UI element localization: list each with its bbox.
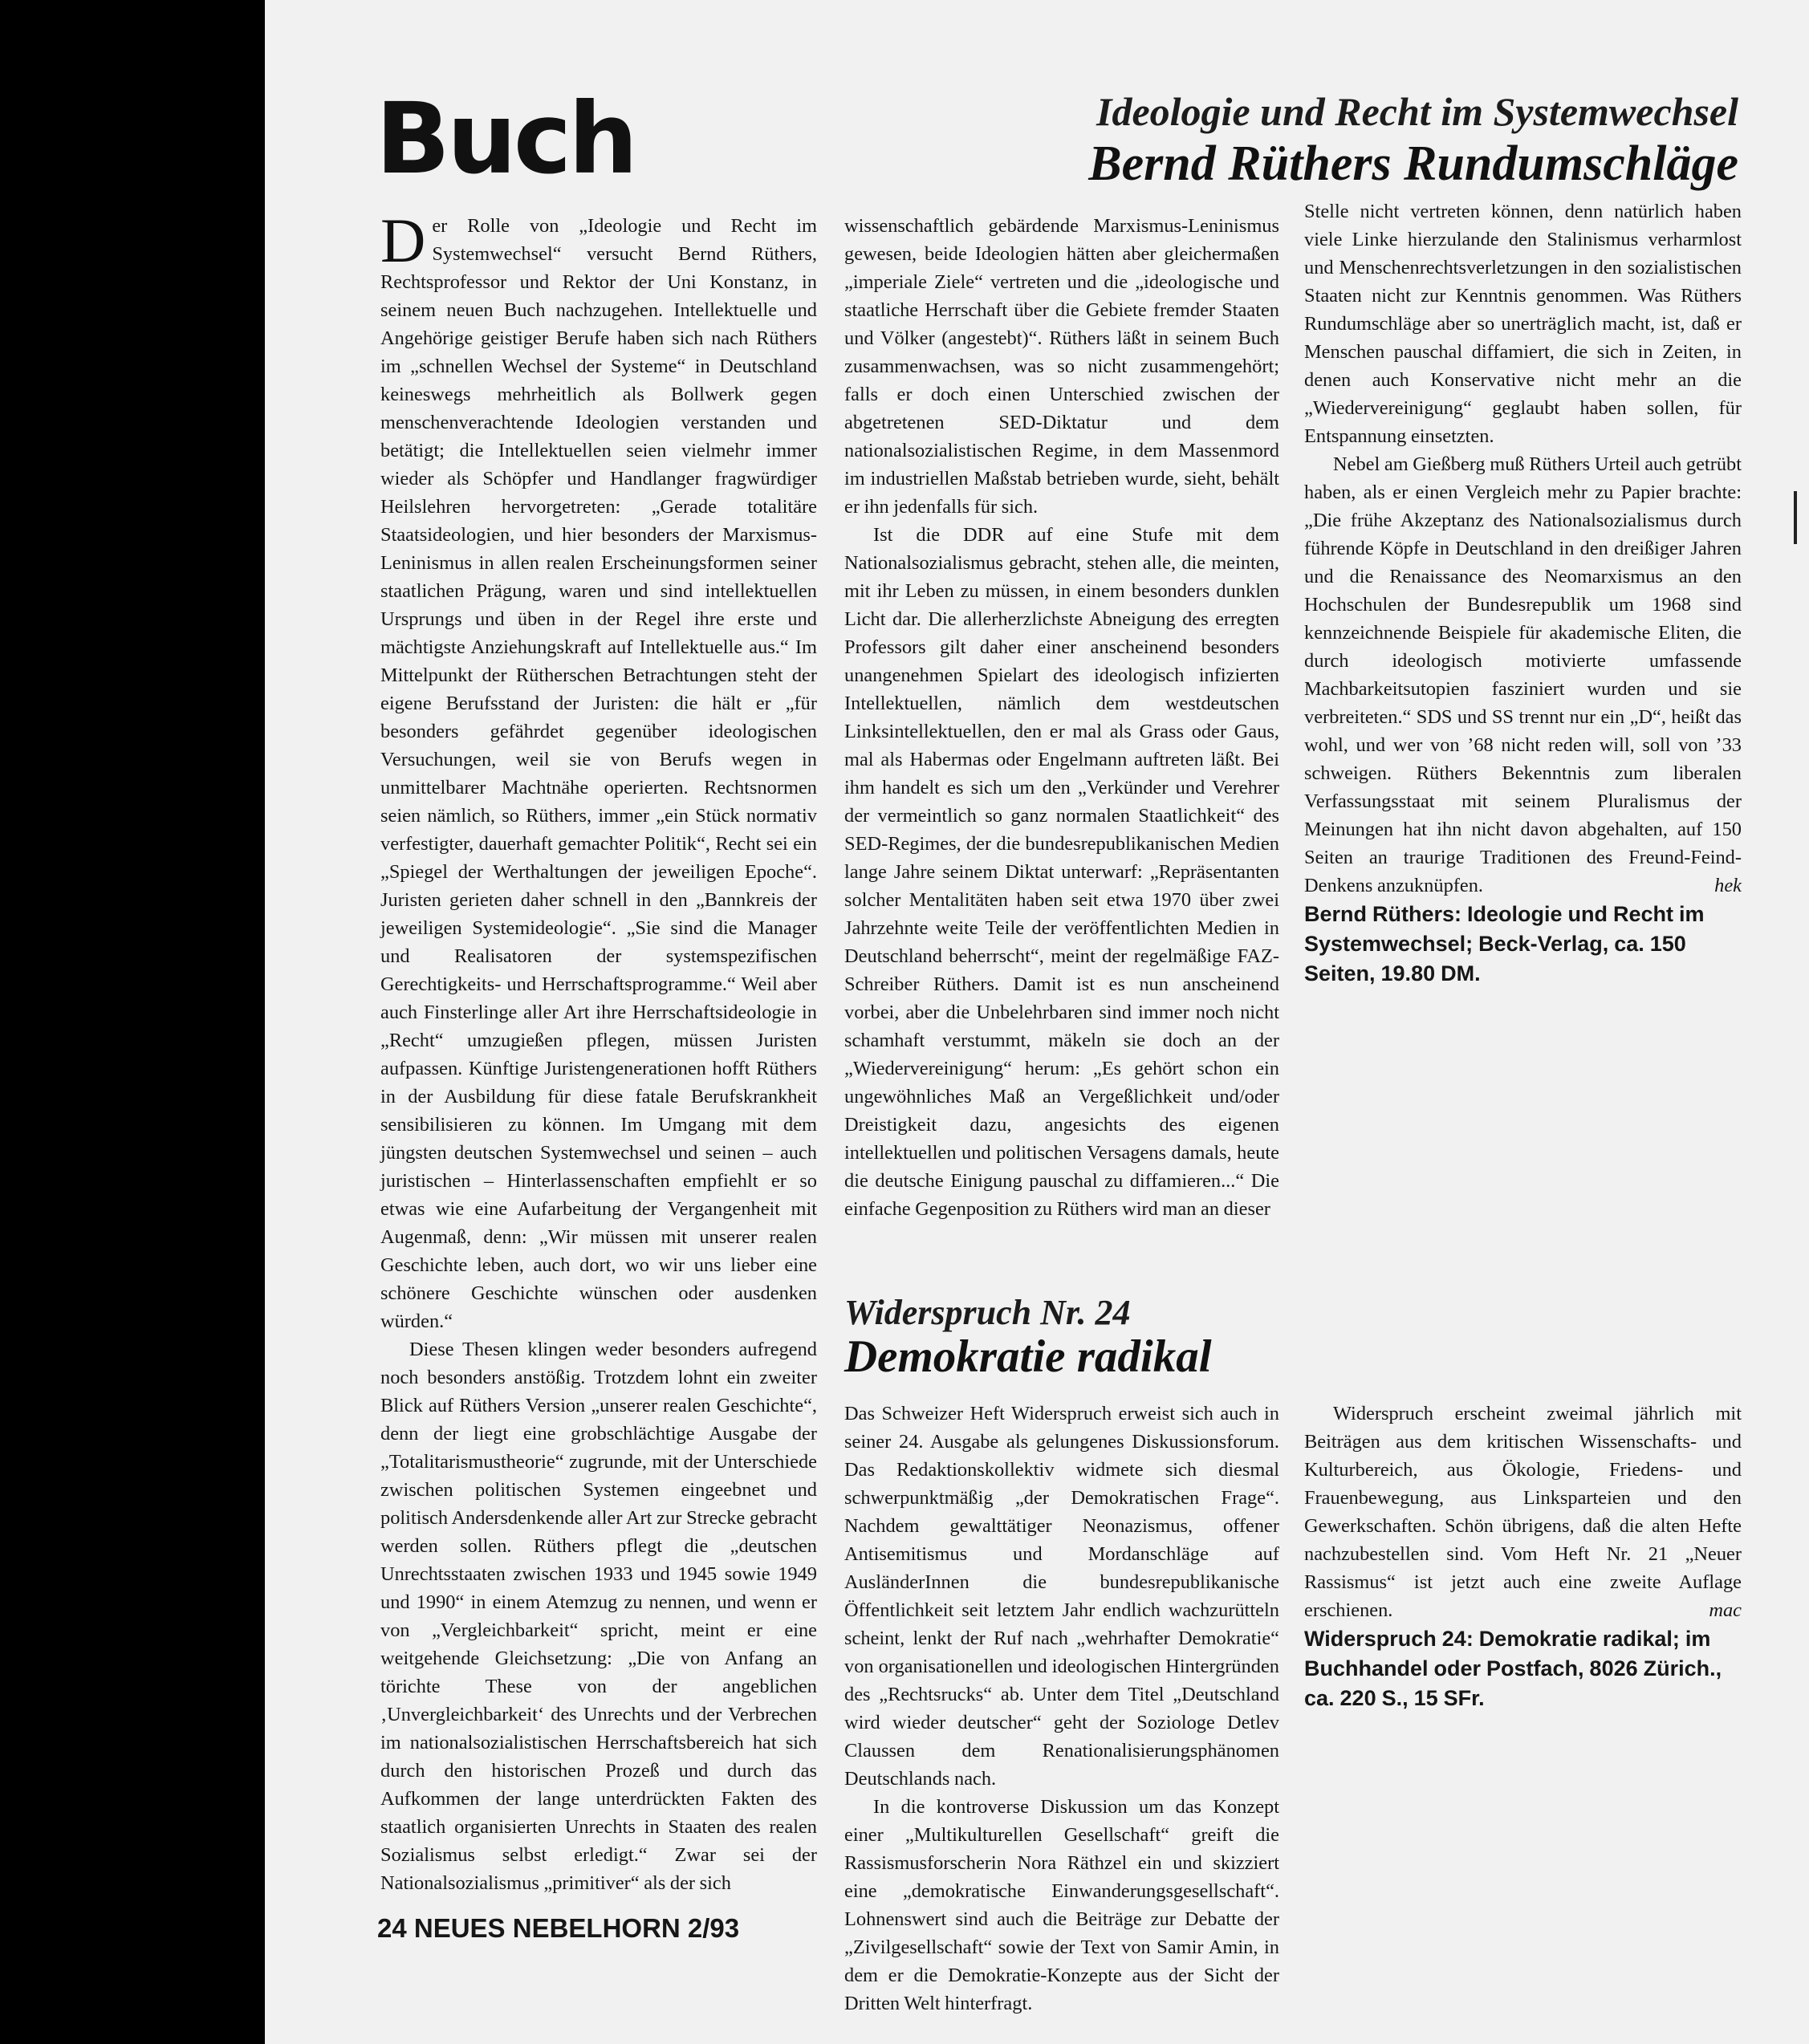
- article1-paragraph-2-continued: wissenschaftlich gebärdende Marxismus-Leninismus gewesen, beide Ideologien hätten aber gleichermaßen „imperiale Ziele“ vertreten und die „ideologische und staatliche Herrschaft über die Gebiete fremder Staaten und Völker (angestebt)“. Rüthers läßt in seinem Buch zusammenwachsen, was so nicht zusammengehört; falls er doch einen Unterschied zwischen der abgetretenen SED-Diktatur und dem nationalsozialistischen Regime, in dem Massenmord im industriellen Maßstab betrieben wurde, sieht, behält er ihn jedenfalls für sich.: [844, 215, 1279, 518]
- article1-dropcap: D: [380, 205, 426, 275]
- article1-headline: Bernd Rüthers Rundumschläge: [1088, 136, 1738, 191]
- scan-border: [0, 0, 265, 2044]
- section-label: Buch: [376, 82, 636, 196]
- article1-paragraph-1: Der Rolle von „Ideologie und Recht im Systemwechsel“ versucht Bernd Rüthers, Rechtsprofessor und Rektor der Uni Konstanz, in seinem neuen Buch nachzugehen. Intellektuelle und Angehörige geistiger Berufe haben sich nach Rüthers im „schnellen Wechsel der Systeme“ in Deutschland keineswegs mehrheitlich als Bollwerk gegen menschenverachtende Ideologien verstanden und betätigt; die Intellektuellen seien vielmehr immer wieder als Schöpfer und Handlanger fragwürdiger Heilslehren hervorgetreten: „Gerade totalitäre Staatsideologien, und hier besonders der Marxismus-Leninismus in allen realen Erscheinungsformen seiner staatlichen Prägung, waren und sind intellektuellen Ursprungs und üben in der Regel ihre erste und mächtigste Anziehungskraft auf Intellektuelle aus.“ Im Mittelpunkt der Rütherschen Betrachtungen steht der eigene Berufsstand der Juristen: die hält er „für besonders gefährdet gegenüber ideologischen Versuchungen, weil sie von Berufs wegen in unmittelbarer Machtnähe operierten. Rechtsnormen seien nämlich, so Rüthers, immer „ein Stück normativ verfestigter, dauerhaft gemachter Politik“, Recht sei ein „Spiegel der Werthaltungen der jeweiligen Epoche“. Juristen gerieten daher schnell in den „Bannkreis der jeweiligen Systemideologie“. „Sie sind die Manager und Realisatoren der systemspezifischen Gerechtigkeits- und Herrschaftsprogramme.“ Weil aber auch Finsterlinge aller Art ihre Herrschaftsideologie in „Recht“ umzugießen pflegen, müssen Juristen aufpassen. Künftige Juristengenerationen hofft Rüthers in der Ausbildung für diese fatale Berufskrankheit sensibilisieren zu können. Im Umgang mit dem jüngsten deutschen Systemwechsel und seinen – auch juristischen – Hinterlassenschaften empfiehlt er so etwas wie eine Aufarbeitung der Vergangenheit mit Augenmaß, denn: „Wir müssen mit unserer realen Geschichte leben, auch dort, wo wir uns lieber eine schönere Geschichte wünschen oder ausdenken würden.“: [380, 205, 817, 1332]
- article2-paragraph-2: In die kontroverse Diskussion um das Konzept einer „Multikulturellen Gesellschaft“ greift die Rassismusforscherin Nora Räthzel ein und skizziert eine „demokratische Einwanderungsgesellschaft“. Lohnenswert sind auch die Beiträge zur Debatte der „Zivilgesellschaft“ sowie der Text von Samir Amin, in dem er die Demokratie-Konzepte aus der Sicht der Dritten Welt hinterfragt.: [844, 1796, 1279, 2014]
- article1-paragraph-3-continued: Stelle nicht vertreten können, denn natürlich haben viele Linke hierzulande den Stalinismus verharmlost und Menschenrechtsverletzungen in den sozialistischen Staaten nicht zur Kenntnis genommen. Was Rüthers Rundumschläge aber so unerträglich macht, ist, daß er Menschen pauschal diffamiert, die sich in Zeiten, in denen auch Konservative nicht mehr an die „Wiedervereinigung“ geglaubt haben sollen, für Entspannung einsetzten.: [1304, 201, 1742, 447]
- scan-margin-mark: [1794, 491, 1797, 544]
- page-footer: 24 NEUES NEBELHORN 2/93: [377, 1913, 740, 1943]
- article1-column-3: [1304, 197, 1742, 989]
- article2-signature: mac: [1709, 1599, 1742, 1621]
- article1-kicker: Ideologie und Recht im Systemwechsel: [1096, 89, 1738, 134]
- article1-book-info: Bernd Rüthers: Ideologie und Recht im Systemwechsel; Beck-Verlag, ca. 150 Seiten, 19.80 DM.: [1304, 902, 1705, 985]
- article2-headline: Demokratie radikal: [844, 1331, 1212, 1382]
- article2-paragraph-3: Widerspruch erscheint zweimal jährlich mit Beiträgen aus dem kritischen Wissenschafts- und Kulturbereich, aus Ökologie, Friedens- und Frauenbewegung, aus Linksparteien und den Gewerkschaften. Schön übrigens, daß die alten Hefte nachzubestellen sind. Vom Heft Nr. 21 „Neuer Rassismus“ ist jetzt auch eine zweite Auflage erschienen. mac: [1304, 1400, 1742, 1624]
- article2-column-1: [844, 1400, 1279, 2018]
- article1-column-1: [380, 205, 817, 1897]
- article2-kicker: Widerspruch Nr. 24: [844, 1293, 1131, 1332]
- article1-paragraph-4: Nebel am Gießberg muß Rüthers Urteil auch getrübt haben, als er einen Vergleich mehr zu Papier brachte: „Die frühe Akzeptanz des Nationalsozialismus durch führende Köpfe in Deutschland in den dreißiger Jahren und die Renaissance des Neomarxismus an den Hochschulen der Bundesrepublik um 1968 sind kennzeichnende Beispiele für akademische Eliten, die durch ideologisch motivierte umfassende Machbarkeitsutopien fasziniert wurden und sie verbreiteten.“ SDS und SS trennt nur ein „D“, heißt das wohl, und wer von ’68 nicht reden will, soll von ’33 schweigen. Rüthers Bekenntnis zum liberalen Verfassungsstaat mit seinem Pluralismus der Meinungen hat ihn nicht davon abgehalten, auf 150 Seiten an traurige Traditionen des Freund-Feind-Denkens anzuknüpfen. hek: [1304, 450, 1742, 900]
- article2-book-info: Widerspruch 24: Demokratie radikal; im Buchhandel oder Postfach, 8026 Zürich., ca. 220 S., 15 SFr.: [1304, 1627, 1722, 1710]
- article1-column-2: [844, 212, 1279, 1223]
- article2-column-2: [1304, 1400, 1742, 1713]
- article2-paragraph-1: Das Schweizer Heft Widerspruch erweist sich auch in seiner 24. Ausgabe als gelungenes Diskussionsforum. Das Redaktionskollektiv widmete sich diesmal schwerpunktmäßig „der Demokratischen Frage“. Nachdem gewalttätiger Neonazismus, offener Antisemitismus und Mordanschläge auf AusländerInnen die bundesrepublikanische Öffentlichkeit seit letztem Jahr endlich wachzurütteln scheint, lenkt der Ruf nach „wehrhafter Demokratie“ von organisationellen und ideologischen Hintergründen des „Rechtsrucks“ ab. Unter dem Titel „Deutschland wird wieder deutscher“ geht der Soziologe Detlev Claussen dem Renationalisierungsphänomen Deutschlands nach.: [844, 1403, 1279, 1790]
- article1-paragraph-2: Diese Thesen klingen weder besonders aufregend noch besonders anstößig. Trotzdem lohnt ein zweiter Blick auf Rüthers Version „unserer realen Geschichte“, denn der liegt eine grobschlächtige Ausgabe der „Totalitarismustheorie“ zugrunde, mit der Unterschiede zwischen politischen Systemen eingeebnet und politisch Andersdenkende aller Art zur Strecke gebracht werden sollen. Rüthers pflegt die „deutschen Unrechtsstaaten zwischen 1933 und 1945 sowie 1949 und 1990“ in einem Atemzug zu nennen, und wenn er von „Vergleichbarkeit“ spricht, meint er eine weitgehende Gleichsetzung: „Die von Anfang an törichte These von der angeblichen ‚Unvergleichbarkeit‘ des Unrechts und der Verbrechen im nationalsozialistischen Herrschaftsbereich hat sich durch den historischen Prozeß und durch das Aufkommen der lange unterdrückten Fakten des staatlich organisierten Unrechts in Staaten des realen Sozialismus selbst erledigt.“ Zwar sei der Nationalsozialismus „primitiver“ als der sich: [380, 1339, 817, 1894]
- article1-paragraph-3: Ist die DDR auf eine Stufe mit dem Nationalsozialismus gebracht, stehen alle, die meinten, mit ihr Leben zu müssen, in einem besonders dunklen Licht dar. Die allerherzlichste Abneigung des erregten Professors gilt daher einer anscheinend besonders unangenehmen Spielart des ideologisch infizierten Intellektuellen, nämlich dem westdeutschen Linksintellektuellen, den er mal als Grass oder Gaus, mal als Habermas oder Engelmann auftreten läßt. Bei ihm handelt es sich um den „Verkünder und Verehrer der vermeintlich so ganz normalen Staatlichkeit“ des SED-Regimes, der die bundesrepublikanischen Medien lange Jahre seinem Diktat unterwarf: „Repräsentanten solcher Mentalitäten haben seit etwa 1970 über zwei Jahrzehnte weite Teile der veröffentlichten Medien in Deutschland beherrscht“, meint der regelmäßige FAZ-Schreiber Rüthers. Damit ist es nun anscheinend vorbei, aber die Unbelehrbaren sind immer noch nicht schamhaft verstummt, mäkeln sie doch an der „Wiedervereinigung“ herum: „Es gehört schon ein ungewöhnliches Maß an Vergeßlichkeit und/oder Dreistigkeit dazu, angesichts des eigenen intellektuellen und politischen Versagens damals, heute die deutsche Einigung pauschal zu diffamieren...“ Die einfache Gegenposition zu Rüthers wird man an dieser: [844, 524, 1279, 1220]
- article1-signature: hek: [1714, 875, 1742, 896]
